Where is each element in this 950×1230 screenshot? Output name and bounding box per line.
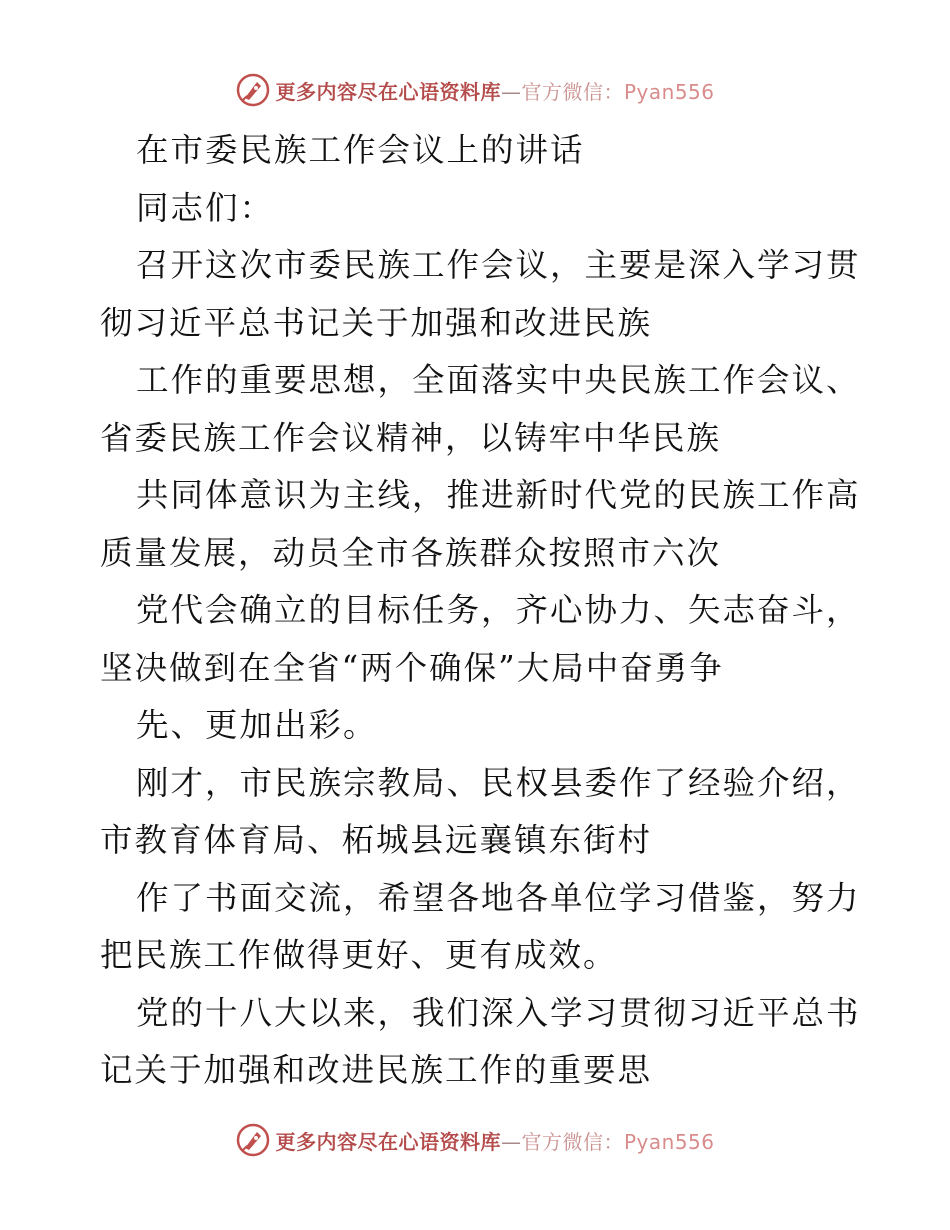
text-line: 刚才，市民族宗教局、民权县委作了经验介绍， <box>136 763 861 802</box>
text-line: 记关于加强和改进民族工作的重要思 <box>100 1051 653 1089</box>
watermark-banner-top <box>0 70 950 110</box>
text-line: 省委民族工作会议精神，以铸牢中华民族 <box>100 418 722 457</box>
watermark-separator: — <box>500 1129 522 1154</box>
document-body <box>100 122 860 1100</box>
document-title: 在市委民族工作会议上的讲话 <box>136 131 585 169</box>
text-line: 党代会确立的目标任务，齐心协力、矢志奋斗， <box>136 591 861 629</box>
watermark-wechat-label: 官方微信： <box>521 79 624 104</box>
pen-nib-icon <box>235 1122 271 1158</box>
text-line: 坚决做到在全省“两个确保”大局中奋勇争 <box>100 648 724 687</box>
watermark-wechat-id: Pyan556 <box>623 79 715 104</box>
text-line: 共同体意识为主线，推进新时代党的民族工作高 <box>136 476 861 514</box>
text-line: 市教育体育局、柘城县远襄镇东街村 <box>100 821 653 859</box>
text-line: 质量发展，动员全市各族群众按照市六次 <box>100 533 722 572</box>
watermark-text <box>275 76 714 105</box>
text-line: 先、更加出彩。 <box>136 706 378 744</box>
watermark-wechat-label: 官方微信： <box>521 1129 624 1154</box>
text-line: 党的十八大以来，我们深入学习贯彻习近平总书 <box>136 993 861 1032</box>
watermark-brand: 更多内容尽在心语资料库 <box>275 1129 501 1154</box>
text-line: 工作的重要思想，全面落实中央民族工作会议、 <box>136 361 861 399</box>
text-line: 把民族工作做得更好、更有成效。 <box>100 936 618 974</box>
watermark-wechat-id: Pyan556 <box>623 1129 715 1154</box>
watermark-banner-bottom <box>0 1120 950 1160</box>
salutation: 同志们： <box>136 188 275 227</box>
watermark-brand: 更多内容尽在心语资料库 <box>275 79 501 104</box>
text-line: 彻习近平总书记关于加强和改进民族 <box>100 303 653 342</box>
text-line: 作了书面交流，希望各地各单位学习借鉴，努力 <box>136 878 861 917</box>
pen-nib-icon <box>235 72 271 108</box>
watermark-text <box>275 1126 714 1155</box>
watermark-separator: — <box>500 79 522 104</box>
text-line: 召开这次市委民族工作会议，主要是深入学习贯 <box>136 246 861 284</box>
